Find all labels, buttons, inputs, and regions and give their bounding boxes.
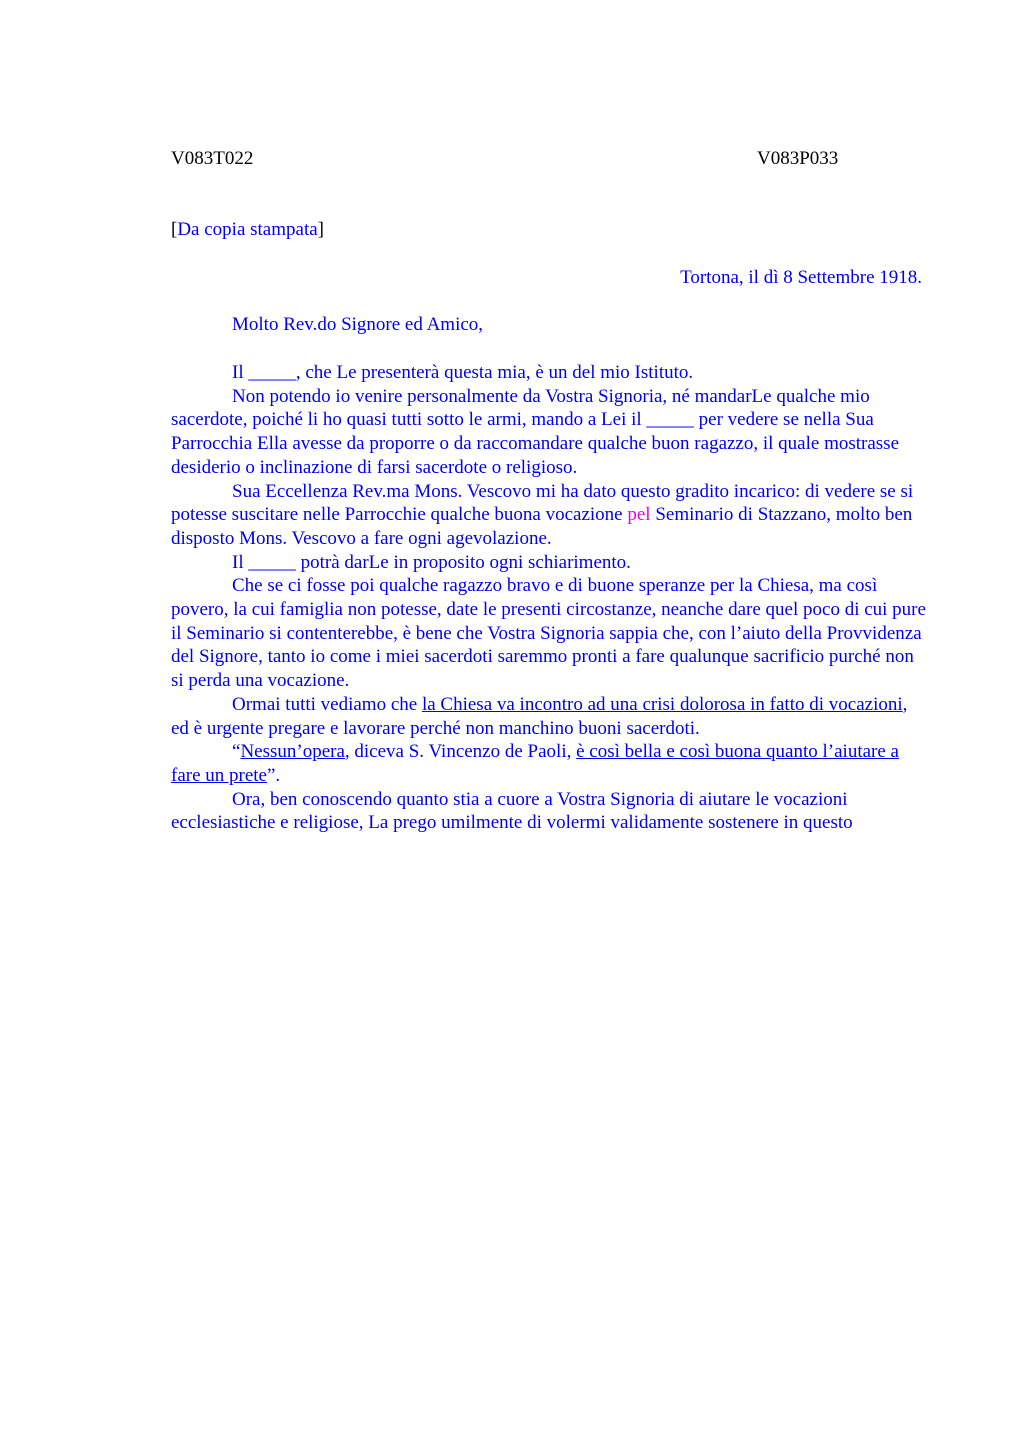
paragraph-3 [171, 480, 926, 551]
source-text: Da copia stampata [177, 219, 318, 240]
paragraph-1: Il _____, che Le presenterà questa mia, è un del mio Istituto. [232, 362, 694, 383]
paragraph-8: Ora, ben conoscendo quanto stia a cuore a Vostra Signoria di aiutare le vocazioni ecclesiastiche e religiose, La prego umilmente di volermi validamente sostenere in questo [171, 788, 853, 834]
paragraph-4: Il _____ potrà darLe in proposito ogni schiarimento. [232, 551, 631, 573]
paragraph-2: Non potendo io venire personalmente da Vostra Signoria, né mandarLe qualche mio sacerdote, poiché li ho quasi tutti sotto le armi, mando a Lei il _____ per vedere se nella Sua Parrocchia Ella avesse da proporre o da raccomandare qualche buon ragazzo, il quale mostrasse desiderio o inclinazione di farsi sacerdote o religioso. [171, 385, 900, 478]
paragraph-3-text-after: Seminario di Stazzano, molto ben disposto Mons. Vescovo a fare ogni agevolazione. [171, 504, 913, 549]
date-line: Tortona, il dì 8 Settembre 1918. [680, 267, 922, 288]
source-open-bracket: [ [171, 219, 178, 240]
paragraph-7 [171, 740, 926, 787]
paragraph-5: Che se ci fosse poi qualche ragazzo bravo e di buone speranze per la Chiesa, ma così povero, la cui famiglia non potesse, date le presenti circostanze, neanche dare quel poco di cui pure il Seminario si contenterebbe, è bene che Vostra Signoria sappia che, con l’aiuto della Provvidenza del Signore, tanto io come i miei sacerdoti saremmo pronti a fare qualunque sacrificio purché non si perda una vocazione. [171, 575, 926, 692]
underlined-quote-1: Nessun’opera [240, 741, 345, 763]
salutation: Molto Rev.do Signore ed Amico, [232, 314, 484, 335]
paragraph-6-text-after: , ed è urgente pregare e lavorare perché non manchino buoni sacerdoti. [171, 693, 908, 739]
paragraph-3-text-before: Sua Eccellenza Rev.ma Mons. Vescovo mi ha dato questo gradito incarico: di vedere se si potesse suscitare nelle Parrocchie qualche buona vocazione [171, 480, 914, 526]
document-code-left: V083T022 [171, 148, 254, 169]
paragraph-6 [171, 693, 926, 740]
paragraph-6-text-before: Ormai tutti vediamo che [232, 693, 422, 715]
source-note [171, 218, 324, 242]
close-quote: ”. [267, 764, 281, 786]
letter-body [171, 361, 926, 835]
underlined-phrase: la Chiesa va incontro ad una crisi dolorosa in fatto di vocazioni [421, 693, 903, 715]
source-close-bracket: ] [317, 219, 324, 240]
open-quote: “ [232, 741, 241, 763]
highlighted-word: pel [627, 504, 651, 526]
paragraph-7-text-middle: , diceva S. Vincenzo de Paoli, [344, 741, 577, 763]
underlined-quote-2: è così bella e così buona quanto l’aiutare a fare un prete [171, 741, 899, 786]
document-code-right: V083P033 [757, 148, 839, 169]
